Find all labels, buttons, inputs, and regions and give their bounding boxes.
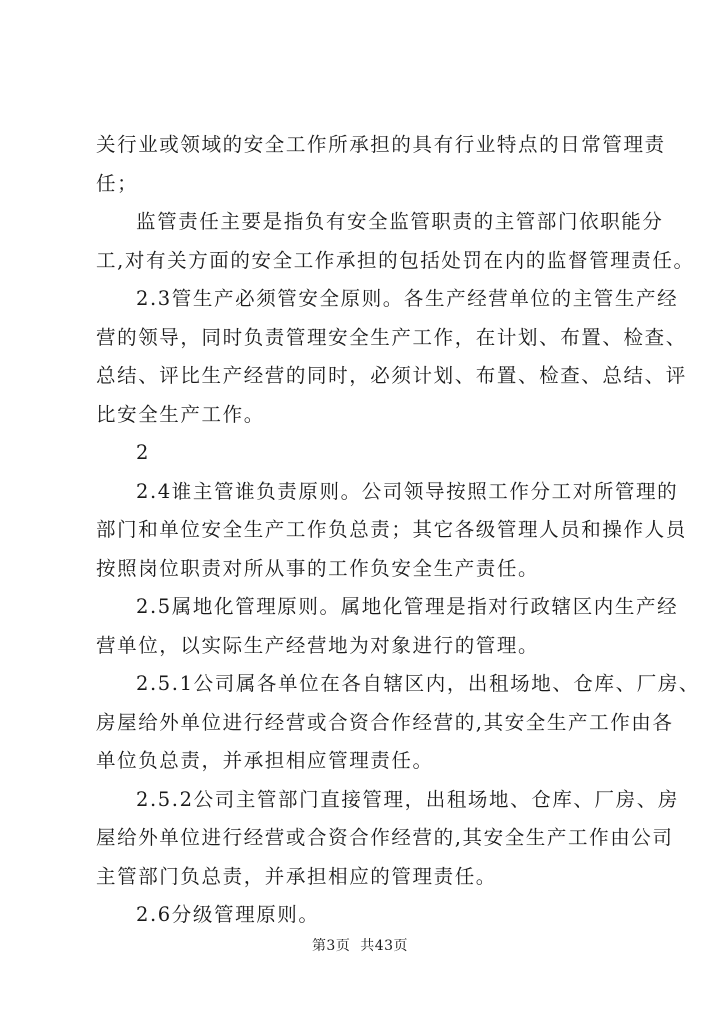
paragraph (96, 473, 687, 589)
paragraph (96, 126, 666, 203)
text-line: 2 (136, 441, 151, 464)
document-body (96, 126, 701, 935)
text-line: 营单位，以实际生产经营地为对象进行的管理。 (96, 633, 540, 657)
text-line: 比安全生产工作。 (96, 402, 265, 426)
text-line: 按照岗位职责对所从事的工作负安全生产责任。 (96, 556, 540, 580)
paragraph (96, 665, 701, 781)
text-line: 营的领导，同时负责管理安全生产工作，在计划、布置、检查、 (96, 325, 687, 349)
text-line: 房屋给外单位进行经营或合资合作经营的,其安全生产工作由各 (96, 710, 674, 734)
text-line: 2.3管生产必须管安全原则。各生产经营单位的主管生产经 (136, 287, 679, 310)
text-line: 2.5.1公司属各单位在各自辖区内，出租场地、仓库、厂房、 (136, 672, 701, 695)
text-line: 2.5.2公司主管部门直接管理，出租场地、仓库、厂房、房 (136, 787, 679, 811)
paragraph (96, 588, 679, 665)
text-line: 任； (96, 171, 139, 195)
paragraph (96, 896, 644, 935)
paragraph (96, 203, 695, 280)
text-line: 关行业或领域的安全工作所承担的具有行业特点的日常管理责 (96, 133, 666, 156)
text-line: 屋给外单位进行经营或合资合作经营的,其安全生产工作由公司 (96, 826, 674, 849)
text-line: 部门和单位安全生产工作负总责；其它各级管理人员和操作人员 (96, 518, 687, 541)
text-line: 工,对有关方面的安全工作承担的包括处罚在内的监督管理责任。 (96, 248, 695, 272)
paragraph (96, 781, 679, 897)
text-line: 监管责任主要是指负有安全监管职责的主管部门依职能分 (136, 210, 664, 233)
text-line: 单位负总责，并承担相应管理责任。 (96, 749, 434, 772)
text-line: 主管部门负总责，并承担相应的管理责任。 (96, 864, 497, 888)
text-line: 总结、评比生产经营的同时，必须计划、布置、检查、总结、评 (96, 364, 687, 387)
page-number-footer: 第3页 共43页 (311, 938, 409, 954)
text-line: 2.6分级管理原则。 (136, 903, 320, 926)
paragraph (96, 280, 687, 434)
paragraph (96, 434, 644, 473)
text-line: 2.4谁主管谁负责原则。公司领导按照工作分工对所管理的 (136, 479, 679, 503)
text-line: 2.5属地化管理原则。属地化管理是指对行政辖区内生产经 (136, 595, 679, 618)
